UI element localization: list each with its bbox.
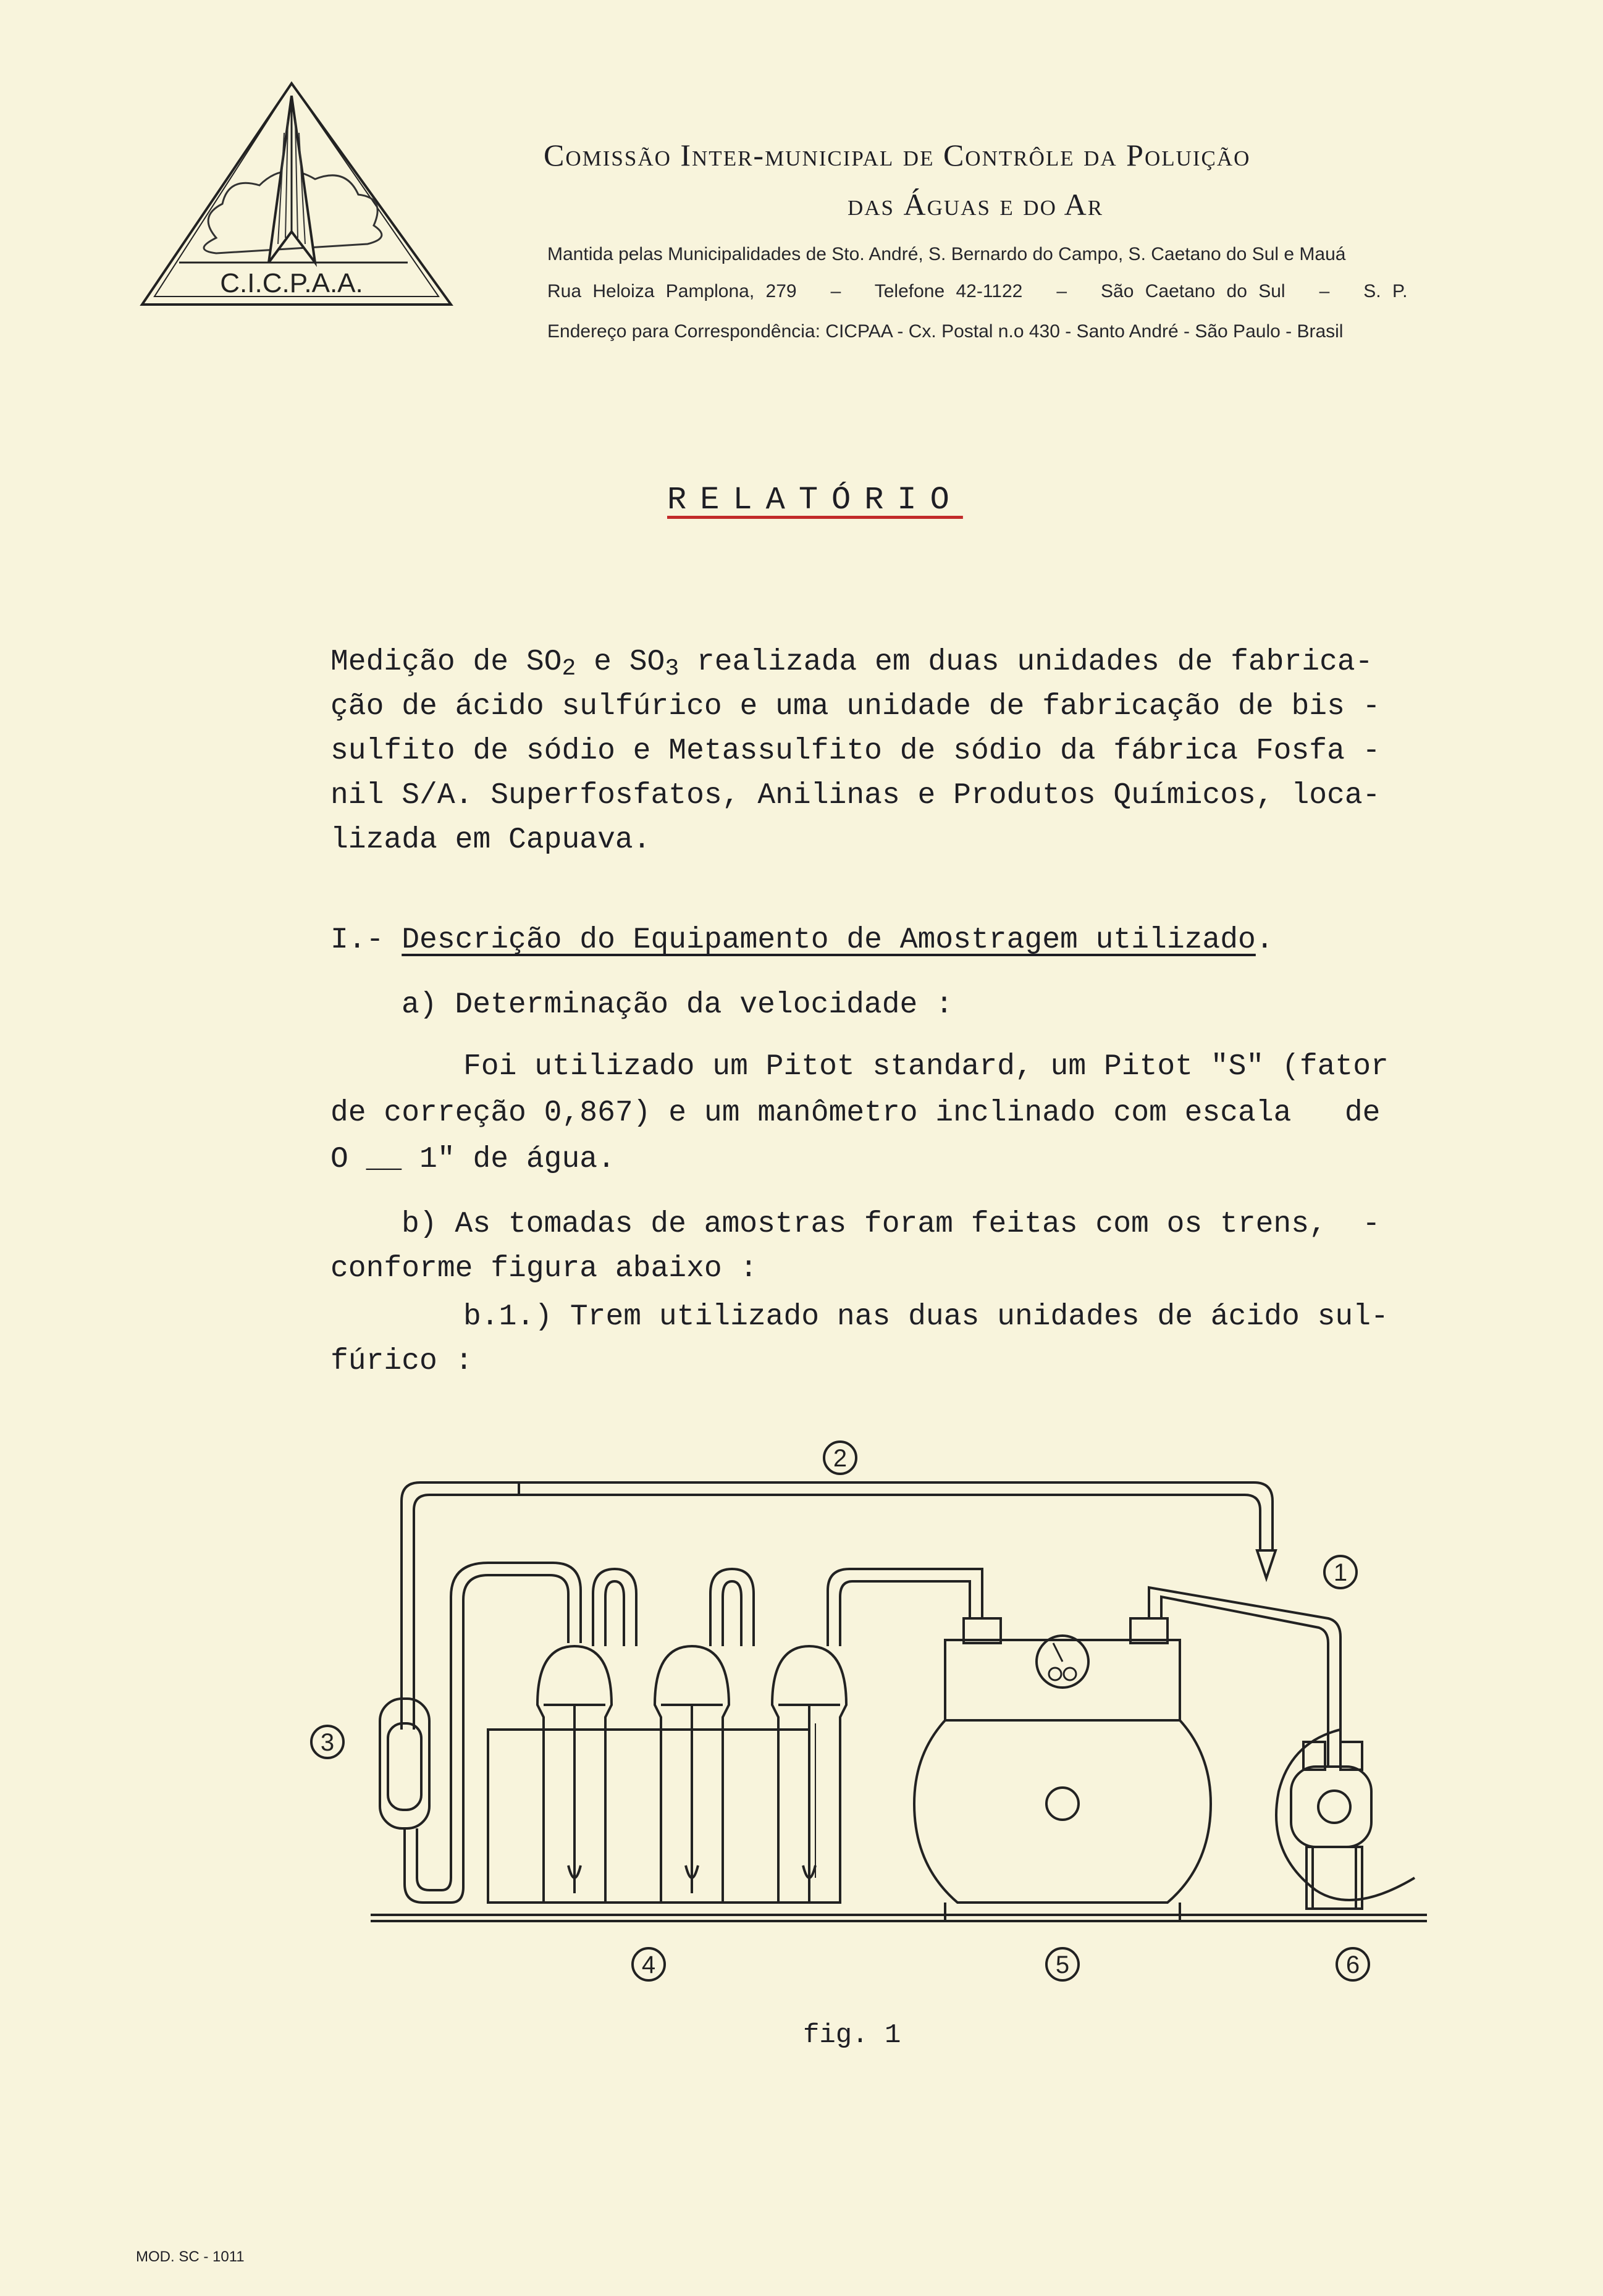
item-b1-line-2: fúrico : [330,1345,473,1378]
section-title-end: . [1255,923,1274,957]
item-a-line-3: O __ 1" de água. [330,1143,615,1176]
org-mailing-address: Endereço para Correspondência: CICPAA - Cx. Postal n.o 430 - Santo André - São Paulo - Brasil [547,321,1344,342]
intro-text: realizada em duas unidades de fabrica- [679,645,1373,679]
item-b-line-1: b) As tomadas de amostras foram feitas com os trens, - [402,1208,1381,1241]
org-name-line1: Comissão Inter-municipal de Contrôle da Poluição [544,138,1251,172]
org-name-line2: das Águas e do Ar [848,187,1104,222]
intro-line-2: ção de ácido sulfúrico e uma unidade de fabricação de bis - [330,690,1381,723]
diagram-label: 2 [833,1445,848,1472]
item-a-line-1: Foi utilizado um Pitot standard, um Pitot "S" (fator [463,1050,1389,1083]
diagram-label: 5 [1055,1951,1070,1979]
item-b-line-2: conforme figura abaixo : [330,1252,758,1285]
org-sponsors: Mantida pelas Municipalidades de Sto. André, S. Bernardo do Campo, S. Caetano do Sul e Mauá [547,244,1346,264]
diagram-label: 3 [320,1729,335,1756]
sampling-train-diagram [290,1433,1464,1989]
diagram-label: 1 [1333,1559,1348,1586]
intro-text: Medição de SO [330,645,562,679]
section-number: I.- [330,923,402,957]
intro-line-3: sulfito de sódio e Metassulfito de sódio da fábrica Fosfa - [330,734,1381,768]
org-address: Rua Heloiza Pamplona, 279 – Telefone 42-1122 – São Caetano do Sul – S. P. [547,281,1408,301]
cicpaa-logo [130,77,463,312]
report-title: RELATÓRIO [667,482,963,518]
intro-line-4: nil S/A. Superfosfatos, Anilinas e Produtos Químicos, loca- [330,779,1381,812]
diagram-label: 4 [641,1951,656,1979]
item-a-line-2: de correção 0,867) e um manômetro inclinado com escala de [330,1096,1381,1130]
form-code: MOD. SC - 1011 [136,2248,245,2265]
section-title: Descrição do Equipamento de Amostragem utilizado [402,923,1256,957]
subscript: 3 [665,655,679,682]
diagram-label: 6 [1345,1951,1360,1979]
item-a-label: a) Determinação da velocidade : [402,988,953,1022]
section-heading [330,923,1274,957]
item-b1-line-1: b.1.) Trem utilizado nas duas unidades de ácido sul- [463,1300,1389,1334]
intro-line-5: lizada em Capuava. [330,823,651,857]
figure-caption: fig. 1 [803,2020,901,2051]
logo-text: C.I.C.P.A.A. [220,268,363,298]
intro-text: e SO [576,645,665,679]
intro-line-1 [330,645,1373,682]
subscript: 2 [562,655,576,682]
